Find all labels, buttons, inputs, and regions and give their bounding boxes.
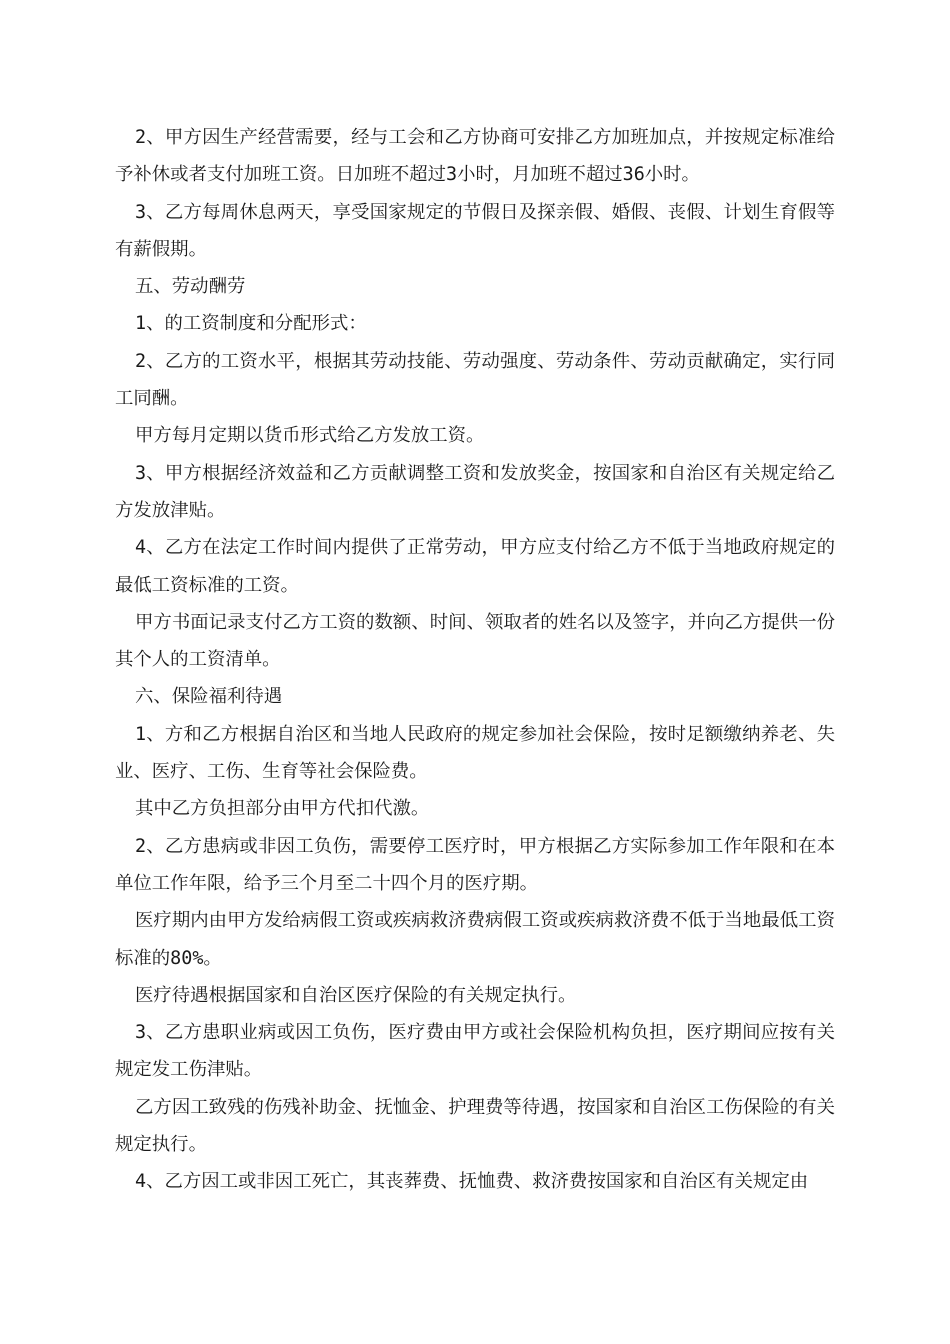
paragraph-occupational-injury: 3、乙方患职业病或因工负伤，医疗费由甲方或社会保险机构负担，医疗期间应按有关规定发工伤津贴。	[115, 1022, 835, 1081]
paragraph-monthly-payment: 甲方每月定期以货币形式给乙方发放工资。	[135, 425, 485, 447]
paragraph-wage-system: 1、的工资制度和分配形式：	[135, 313, 367, 335]
paragraph-disability-benefits: 乙方因工致残的伤残补助金、抚恤金、护理费等待遇，按国家和自治区工伤保险的有关规定执行。	[115, 1096, 835, 1156]
paragraph-rest-days: 3、乙方每周休息两天，享受国家规定的节假日及探亲假、婚假、丧假、计划生育假等有薪假期。	[115, 201, 835, 260]
paragraph-sick-leave: 2、乙方患病或非因工负伤，需要停工医疗时，甲方根据乙方实际参加工作年限和在本单位工作年限，给予三个月至二十四个月的医疗期。	[115, 835, 835, 894]
paragraph-wage-record: 甲方书面记录支付乙方工资的数额、时间、领取者的姓名以及签字，并向乙方提供一份其个人的工资清单。	[115, 611, 835, 671]
section-heading-insurance: 六、保险福利待遇	[135, 686, 283, 708]
paragraph-wage-adjustment: 3、甲方根据经济效益和乙方贡献调整工资和发放奖金，按国家和自治区有关规定给乙方发放津贴。	[115, 462, 835, 521]
paragraph-social-insurance: 1、方和乙方根据自治区和当地人民政府的规定参加社会保险，按时足额缴纳养老、失业、医疗、工伤、生育等社会保险费。	[115, 723, 835, 783]
paragraph-death-benefits: 4、乙方因工或非因工死亡，其丧葬费、抚恤费、救济费按国家和自治区有关规定由	[135, 1171, 809, 1193]
paragraph-sick-pay: 医疗期内由甲方发给病假工资或疾病救济费病假工资或疾病救济费不低于当地最低工资标准的80%。	[115, 910, 835, 969]
section-heading-remuneration: 五、劳动酬劳	[135, 276, 246, 298]
paragraph-withholding: 其中乙方负担部分由甲方代扣代激。	[135, 798, 430, 820]
paragraph-wage-level: 2、乙方的工资水平，根据其劳动技能、劳动强度、劳动条件、劳动贡献确定，实行同工同酬。	[115, 350, 835, 410]
document-body	[115, 119, 835, 1201]
paragraph-medical-treatment: 医疗待遇根据国家和自治区医疗保险的有关规定执行。	[135, 984, 577, 1006]
paragraph-minimum-wage: 4、乙方在法定工作时间内提供了正常劳动，甲方应支付给乙方不低于当地政府规定的最低工资标准的工资。	[115, 537, 835, 596]
paragraph-overtime: 2、甲方因生产经营需要，经与工会和乙方协商可安排乙方加班加点，并按规定标准给予补休或者支付加班工资。日加班不超过3小时，月加班不超过36小时。	[115, 127, 835, 186]
